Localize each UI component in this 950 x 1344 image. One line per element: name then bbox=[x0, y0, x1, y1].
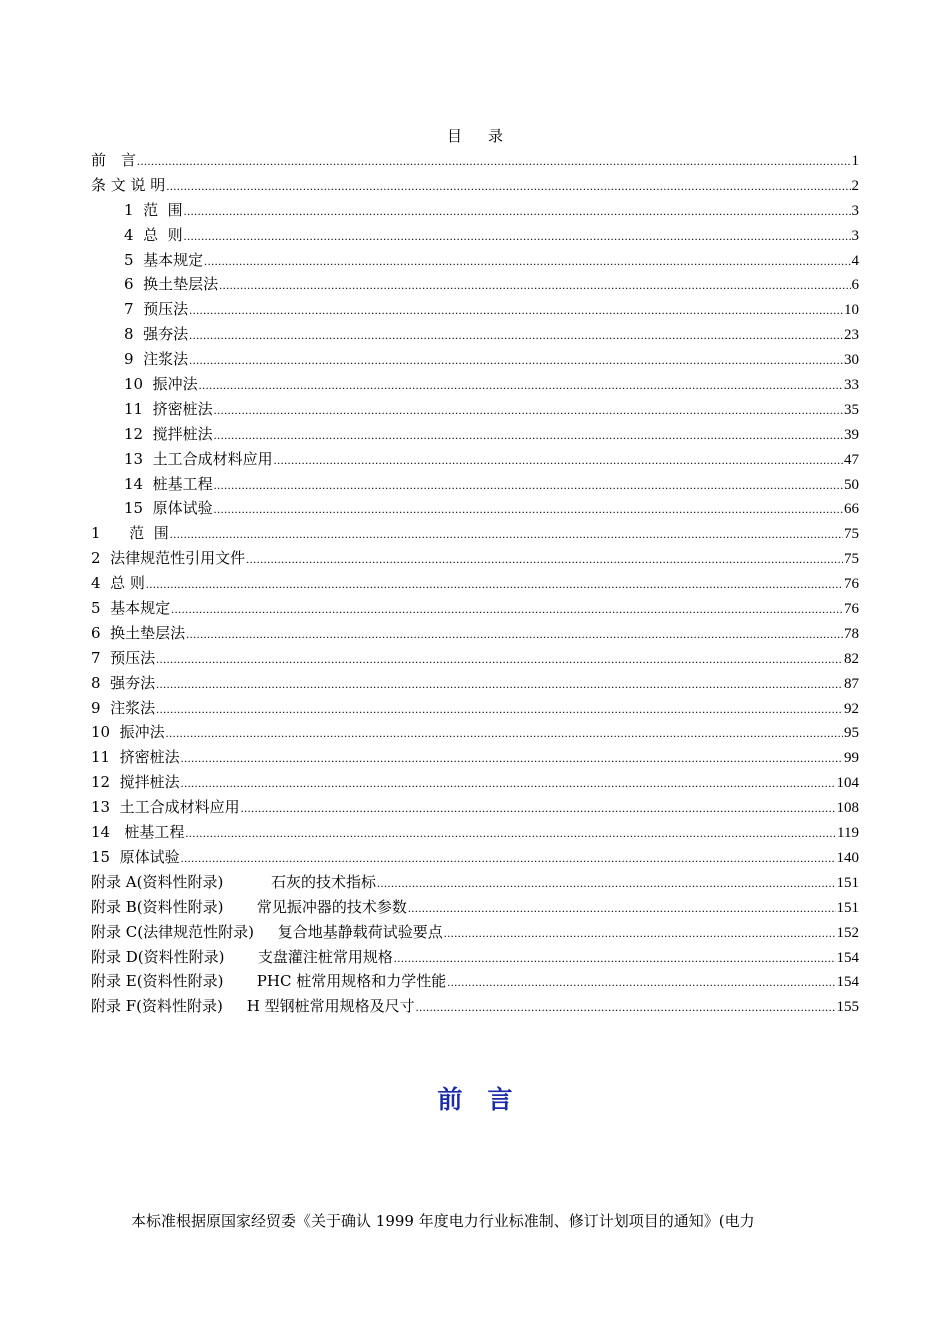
toc-entry-label: 15 原体试验 bbox=[124, 499, 213, 518]
toc-entry-label: 11 挤密桩法 bbox=[91, 748, 180, 767]
toc-entry[interactable] bbox=[91, 173, 859, 198]
toc-entry-label: 2 法律规范性引用文件 bbox=[91, 549, 246, 568]
toc-entry[interactable] bbox=[91, 347, 859, 372]
toc-entry-label: 7 预压法 bbox=[124, 300, 189, 319]
toc-entry-label: 10 振冲法 bbox=[124, 375, 198, 394]
toc-entry[interactable] bbox=[91, 945, 859, 970]
toc-entry-label: 附录 F(资料性附录) H 型钢桩常用规格及尺寸 bbox=[91, 997, 415, 1016]
toc-page-number: 30 bbox=[844, 352, 859, 369]
toc-entry-label: 1 范 围 bbox=[124, 200, 183, 219]
toc-page-number: 4 bbox=[851, 252, 859, 269]
toc-leader-dots bbox=[189, 298, 843, 323]
toc-page-number: 75 bbox=[844, 551, 859, 568]
toc-entry-label: 15 原体试验 bbox=[91, 847, 180, 866]
toc-leader-dots bbox=[166, 174, 850, 199]
toc-entry[interactable] bbox=[91, 795, 859, 820]
toc-entry[interactable] bbox=[91, 447, 859, 472]
toc-page-number: 3 bbox=[851, 227, 859, 244]
toc-entry[interactable] bbox=[91, 720, 859, 745]
toc-leader-dots bbox=[189, 323, 843, 348]
toc-page-number: 33 bbox=[844, 377, 859, 394]
toc-page-number: 155 bbox=[836, 999, 859, 1016]
toc-page-number: 151 bbox=[836, 899, 859, 916]
toc-entry-label: 4 总 则 bbox=[91, 574, 145, 593]
toc-entry-label: 5 基本规定 bbox=[124, 250, 204, 269]
toc-leader-dots bbox=[156, 697, 843, 722]
toc-page-number: 151 bbox=[836, 874, 859, 891]
body-paragraph: 本标准根据原国家经贸委《关于确认 1999 年度电力行业标准制、修订计划项目的通知》(电力 bbox=[131, 1212, 755, 1230]
toc-leader-dots bbox=[214, 497, 843, 522]
toc-leader-dots bbox=[181, 746, 843, 771]
toc-page-number: 39 bbox=[844, 426, 859, 443]
toc-entry[interactable] bbox=[91, 621, 859, 646]
toc-entry-label: 13 土工合成材料应用 bbox=[124, 449, 273, 468]
toc-page-number: 152 bbox=[836, 924, 859, 941]
toc-entry[interactable] bbox=[91, 397, 859, 422]
toc-page-number: 140 bbox=[836, 849, 859, 866]
toc-page-number: 75 bbox=[844, 526, 859, 543]
toc-entry[interactable] bbox=[91, 845, 859, 870]
toc-entry-label: 5 基本规定 bbox=[91, 599, 171, 618]
toc-page-number: 10 bbox=[844, 302, 859, 319]
toc-entry-label: 8 强夯法 bbox=[91, 673, 156, 692]
toc-leader-dots bbox=[444, 921, 836, 946]
toc-leader-dots bbox=[241, 796, 836, 821]
toc-page-number: 154 bbox=[836, 974, 859, 991]
toc-leader-dots bbox=[394, 946, 836, 971]
toc-leader-dots bbox=[186, 622, 843, 647]
toc-page-number: 35 bbox=[844, 401, 859, 418]
toc-entry[interactable] bbox=[91, 372, 859, 397]
toc-page-number: 154 bbox=[836, 949, 859, 966]
toc-entry-label: 附录 D(资料性附录) 支盘灌注桩常用规格 bbox=[91, 947, 393, 966]
toc-page-number: 78 bbox=[844, 625, 859, 642]
toc-leader-dots bbox=[166, 721, 843, 746]
toc-entry-label: 6 换土垫层法 bbox=[91, 623, 186, 642]
toc-entry-label: 10 振冲法 bbox=[91, 723, 165, 742]
toc-entry-label: 前 言 bbox=[91, 151, 137, 169]
toc-page-number: 23 bbox=[844, 327, 859, 344]
toc-entry[interactable] bbox=[91, 472, 859, 497]
toc-page-number: 66 bbox=[844, 501, 859, 518]
toc-entry-label: 条 文 说 明 bbox=[91, 175, 166, 194]
toc-entry[interactable] bbox=[91, 148, 859, 173]
toc-page-number: 95 bbox=[844, 725, 859, 742]
toc-leader-dots bbox=[214, 423, 843, 448]
toc-entry[interactable] bbox=[91, 994, 859, 1019]
toc-title-part-1: 目 bbox=[446, 127, 462, 145]
toc-page-number: 87 bbox=[844, 675, 859, 692]
toc-entry[interactable] bbox=[91, 546, 859, 571]
toc-entry[interactable] bbox=[91, 770, 859, 795]
toc-entry-label: 14 桩基工程 bbox=[91, 823, 185, 842]
toc-leader-dots bbox=[199, 373, 843, 398]
toc-entry[interactable] bbox=[91, 696, 859, 721]
toc-entry[interactable] bbox=[91, 596, 859, 621]
toc-entry-label: 12 搅拌桩法 bbox=[124, 424, 213, 443]
toc-entry-label: 附录 C(法律规范性附录) 复合地基静载荷试验要点 bbox=[91, 922, 443, 941]
toc-entry[interactable] bbox=[91, 969, 859, 994]
toc-leader-dots bbox=[146, 572, 843, 597]
toc-page-number: 76 bbox=[844, 576, 859, 593]
toc-entry-label: 附录 E(资料性附录) PHC 桩常用规格和力学性能 bbox=[91, 972, 447, 991]
toc-leader-dots bbox=[416, 995, 836, 1020]
toc-page-number: 1 bbox=[851, 153, 859, 169]
toc-entry-label: 4 总 则 bbox=[124, 225, 183, 244]
toc-entry[interactable] bbox=[91, 571, 859, 596]
toc-page-number: 119 bbox=[837, 825, 859, 842]
toc-leader-dots bbox=[219, 273, 850, 298]
toc-entry[interactable] bbox=[91, 422, 859, 447]
toc-entry[interactable] bbox=[91, 745, 859, 770]
toc-entry-label: 7 预压法 bbox=[91, 648, 156, 667]
toc-entry[interactable] bbox=[91, 895, 859, 920]
toc-entry[interactable] bbox=[91, 496, 859, 521]
toc-page-number: 50 bbox=[844, 476, 859, 493]
toc-entry-label: 14 桩基工程 bbox=[124, 474, 213, 493]
toc-leader-dots bbox=[214, 473, 843, 498]
toc-entry-label: 附录 B(资料性附录) 常见振冲器的技术参数 bbox=[91, 897, 407, 916]
toc-entry[interactable] bbox=[91, 248, 859, 273]
toc-page-number: 92 bbox=[844, 700, 859, 717]
toc-page-number: 99 bbox=[844, 750, 859, 767]
toc-entry[interactable] bbox=[91, 198, 859, 223]
toc-entry-label: 1 范 围 bbox=[91, 524, 169, 543]
toc-leader-dots bbox=[156, 672, 843, 697]
toc-leader-dots bbox=[137, 149, 850, 174]
toc-leader-dots bbox=[214, 398, 843, 423]
toc-entry-label: 11 挤密桩法 bbox=[124, 399, 213, 418]
toc-page-number: 108 bbox=[836, 800, 859, 817]
toc-page-number: 47 bbox=[844, 451, 859, 468]
toc-entry-label: 8 强夯法 bbox=[124, 325, 189, 344]
toc-leader-dots bbox=[204, 249, 850, 274]
toc-page-number: 104 bbox=[836, 775, 859, 792]
toc-leader-dots bbox=[171, 597, 843, 622]
toc-page-number: 2 bbox=[851, 177, 859, 194]
toc-leader-dots bbox=[377, 871, 836, 896]
toc-entry[interactable] bbox=[91, 820, 859, 845]
toc-page-number: 6 bbox=[851, 277, 859, 294]
toc-page-number: 3 bbox=[851, 202, 859, 219]
toc-entry[interactable] bbox=[91, 671, 859, 696]
table-of-contents bbox=[91, 148, 859, 1019]
toc-entry[interactable] bbox=[91, 272, 859, 297]
toc-leader-dots bbox=[184, 199, 851, 224]
toc-entry[interactable] bbox=[91, 646, 859, 671]
toc-entry[interactable] bbox=[91, 297, 859, 322]
toc-title-part-2: 录 bbox=[488, 127, 504, 145]
toc-entry[interactable] bbox=[91, 322, 859, 347]
toc-title bbox=[0, 125, 950, 146]
toc-leader-dots bbox=[156, 647, 843, 672]
toc-entry[interactable] bbox=[91, 870, 859, 895]
toc-leader-dots bbox=[274, 448, 843, 473]
toc-entry-label: 9 注浆法 bbox=[124, 350, 189, 369]
toc-entry-label: 12 搅拌桩法 bbox=[91, 773, 180, 792]
toc-leader-dots bbox=[184, 224, 851, 249]
toc-leader-dots bbox=[189, 348, 843, 373]
toc-page-number: 76 bbox=[844, 601, 859, 618]
toc-page-number: 82 bbox=[844, 650, 859, 667]
toc-leader-dots bbox=[170, 522, 843, 547]
toc-entry-label: 附录 A(资料性附录) 石灰的技术指标 bbox=[91, 872, 376, 891]
toc-leader-dots bbox=[447, 970, 835, 995]
toc-entry[interactable] bbox=[91, 920, 859, 945]
toc-leader-dots bbox=[408, 896, 836, 921]
toc-leader-dots bbox=[181, 771, 836, 796]
toc-entry-label: 6 换土垫层法 bbox=[124, 275, 219, 294]
toc-leader-dots bbox=[181, 846, 836, 871]
toc-entry[interactable] bbox=[91, 521, 859, 546]
toc-leader-dots bbox=[246, 547, 843, 572]
toc-entry-label: 13 土工合成材料应用 bbox=[91, 798, 240, 817]
section-heading: 前 言 bbox=[437, 1085, 513, 1114]
toc-leader-dots bbox=[185, 821, 836, 846]
toc-entry[interactable] bbox=[91, 223, 859, 248]
toc-entry-label: 9 注浆法 bbox=[91, 698, 156, 717]
